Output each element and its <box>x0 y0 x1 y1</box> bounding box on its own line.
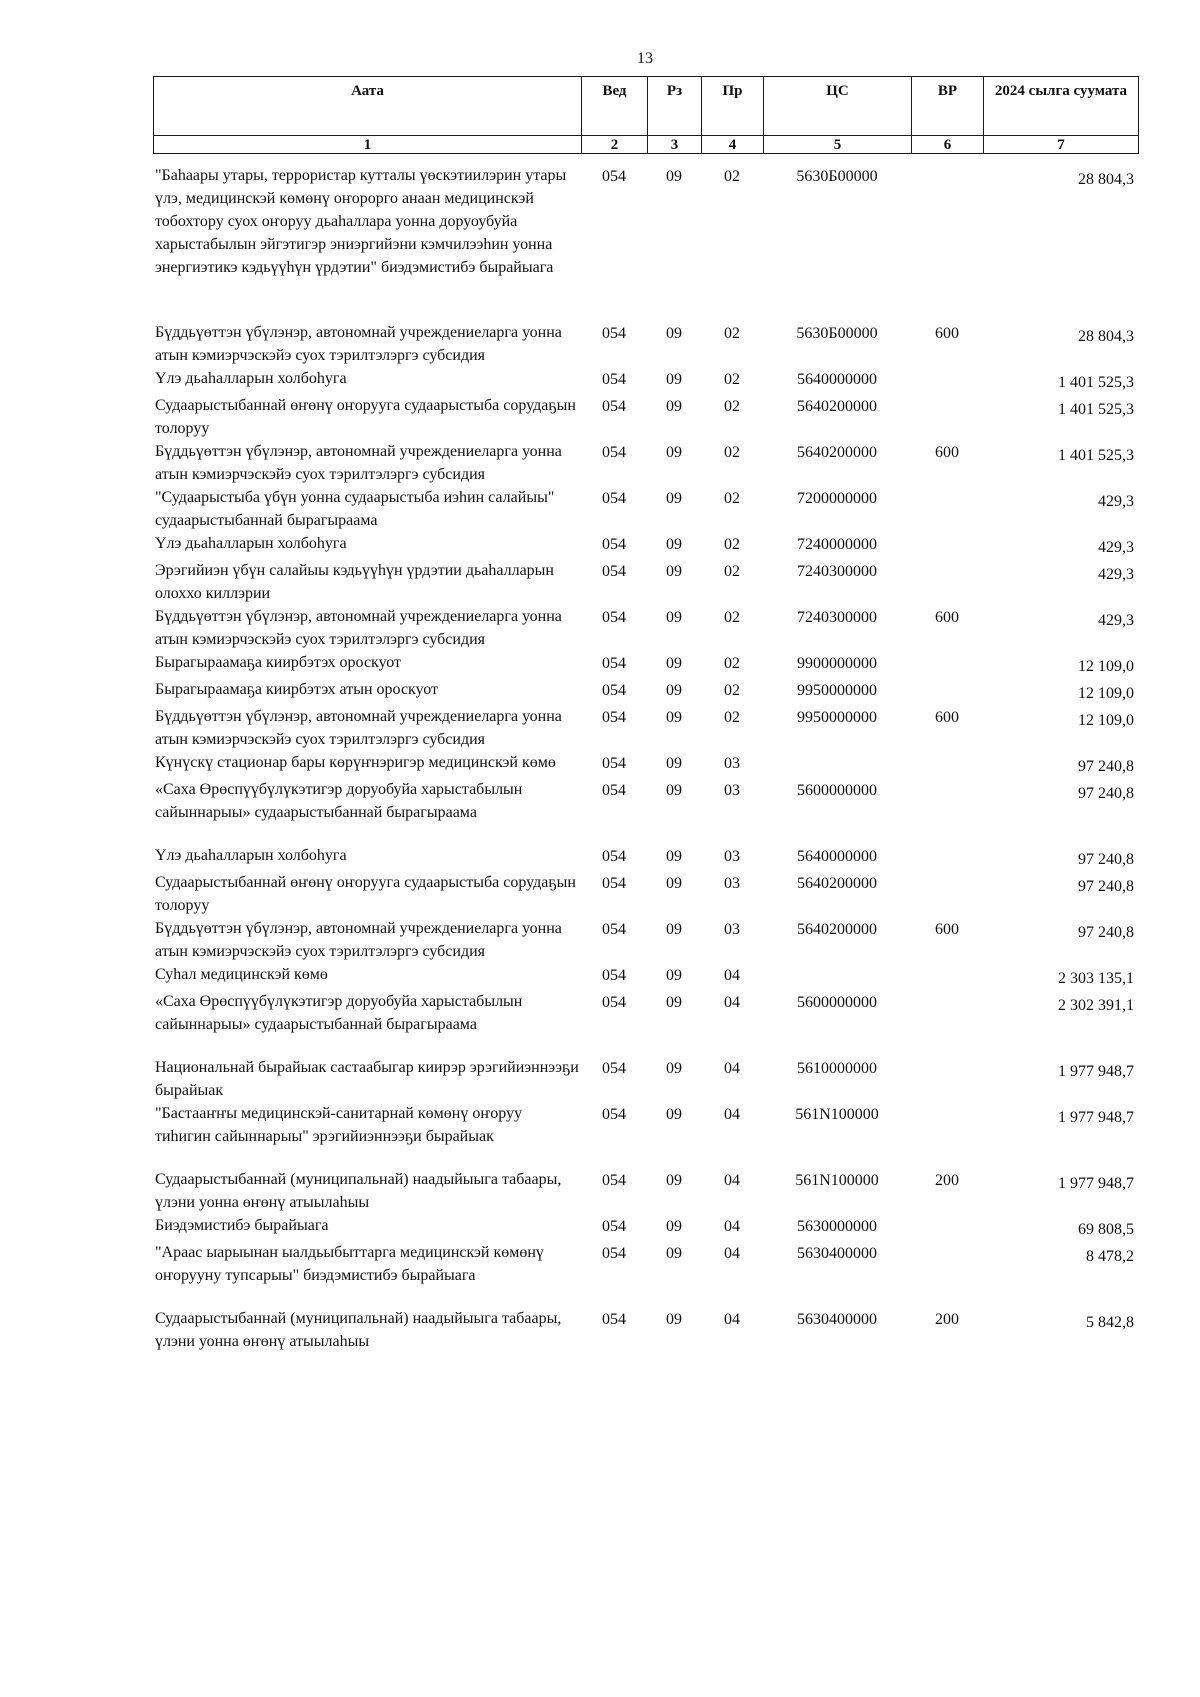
row-sum: 97 240,8 <box>1078 851 1134 868</box>
table-row <box>153 651 1138 678</box>
table-row <box>153 559 1138 605</box>
row-name: Бүддьүөттэн үбүлэнэр, автономнай учреждениеларга уонна атын кэмиэрчэскэйэ суох тэрилтэлэргэ субсидия <box>155 324 562 364</box>
row-ved: 054 <box>602 1106 626 1123</box>
row-rz: 09 <box>666 1311 682 1328</box>
row-sum: 429,3 <box>1098 612 1134 629</box>
row-rz: 09 <box>666 848 682 865</box>
table-row <box>153 778 1138 824</box>
row-name: "Баһаары утары, террористар кутталы үөскэтиилэрин утары үлэ, медицинскэй көмөнү оҥорорго анаан медицинскэй тобохтору суох оҥоруу дьаһаллара уонна доруоубуйа харыстабылын эйгэтигэр эниэргийэни кэмчилээһин уонна энергиэтикэ кэдьүүһүн үрдэтии" биэдэмистибэ бырайыага <box>155 167 567 276</box>
row-pr: 02 <box>724 709 740 726</box>
row-ved: 054 <box>602 782 626 799</box>
header-num-7: 7 <box>984 136 1139 154</box>
row-name: Бүддьүөттэн үбүлэнэр, автономнай учреждениеларга уонна атын кэмиэрчэскэйэ суох тэрилтэлэргэ субсидия <box>155 608 562 648</box>
row-pr: 04 <box>724 967 740 984</box>
row-pr: 04 <box>724 1106 740 1123</box>
row-cs: 5600000000 <box>797 782 877 799</box>
table-row <box>153 440 1138 486</box>
row-vr: 200 <box>935 1172 959 1189</box>
table-row <box>153 1214 1138 1241</box>
table-row <box>153 990 1138 1036</box>
row-name: Национальнай бырайыак састаабыгар киирэр эрэгийиэннээҕи бырайыак <box>155 1059 579 1099</box>
row-rz: 09 <box>666 325 682 342</box>
row-pr: 02 <box>724 168 740 185</box>
row-rz: 09 <box>666 921 682 938</box>
row-cs: 9950000000 <box>797 709 877 726</box>
row-cs: 5630000000 <box>797 1218 877 1235</box>
row-sum: 28 804,3 <box>1078 171 1134 188</box>
row-vr <box>911 871 983 872</box>
row-ved: 054 <box>602 609 626 626</box>
row-sum: 97 240,8 <box>1078 785 1134 802</box>
row-rz: 09 <box>666 444 682 461</box>
row-rz: 09 <box>666 398 682 415</box>
row-ved: 054 <box>602 536 626 553</box>
row-ved: 054 <box>602 398 626 415</box>
row-vr <box>911 778 983 779</box>
table-row <box>153 871 1138 917</box>
row-vr <box>911 678 983 679</box>
row-name: "Судаарыстыба үбүн уонна судаарыстыба иэһин салайыы" судаарыстыбаннай бырагыраама <box>155 489 555 529</box>
row-pr: 03 <box>724 848 740 865</box>
row-pr: 03 <box>724 782 740 799</box>
row-cs: 5640000000 <box>797 848 877 865</box>
row-name: Бырагыраамаҕа киирбэтэх атын ороскуот <box>155 681 438 698</box>
row-vr <box>911 367 983 368</box>
row-name: Биэдэмистибэ бырайыага <box>155 1217 329 1234</box>
row-name: Бырагыраамаҕа киирбэтэх ороскуот <box>155 654 401 671</box>
row-ved: 054 <box>602 1218 626 1235</box>
row-pr: 03 <box>724 875 740 892</box>
row-cs <box>763 751 911 752</box>
row-sum: 12 109,0 <box>1078 685 1134 702</box>
row-cs: 7240300000 <box>797 563 877 580</box>
row-vr <box>911 394 983 395</box>
row-cs: 7240000000 <box>797 536 877 553</box>
row-cs: 5640200000 <box>797 875 877 892</box>
row-ved: 054 <box>602 709 626 726</box>
row-vr: 600 <box>935 325 959 342</box>
row-rz: 09 <box>666 563 682 580</box>
row-pr: 04 <box>724 1311 740 1328</box>
header-rz: Рз <box>648 77 702 136</box>
row-pr: 04 <box>724 1218 740 1235</box>
row-pr: 02 <box>724 398 740 415</box>
row-ved: 054 <box>602 875 626 892</box>
row-rz: 09 <box>666 609 682 626</box>
row-vr <box>911 990 983 991</box>
row-vr <box>911 1241 983 1242</box>
row-ved: 054 <box>602 1311 626 1328</box>
row-cs: 5630400000 <box>797 1245 877 1262</box>
row-pr: 04 <box>724 1245 740 1262</box>
row-sum: 2 303 135,1 <box>1058 970 1134 987</box>
row-vr: 600 <box>935 709 959 726</box>
row-cs: 561N100000 <box>795 1172 879 1189</box>
row-sum: 97 240,8 <box>1078 758 1134 775</box>
row-ved: 054 <box>602 655 626 672</box>
row-cs: 5640200000 <box>797 398 877 415</box>
row-vr <box>911 164 983 165</box>
row-sum: 1 977 948,7 <box>1058 1063 1134 1080</box>
table-row <box>153 321 1138 367</box>
row-cs: 5610000000 <box>797 1060 877 1077</box>
row-rz: 09 <box>666 371 682 388</box>
row-pr: 02 <box>724 444 740 461</box>
row-sum: 97 240,8 <box>1078 924 1134 941</box>
row-ved: 054 <box>602 168 626 185</box>
table-row <box>153 1168 1138 1214</box>
row-name: Үлэ дьаһалларын холбоһуга <box>155 535 347 552</box>
table-row <box>153 605 1138 651</box>
row-name: Күнүскү стационар бары көрүҥнэригэр медицинскэй көмө <box>155 754 556 771</box>
row-pr: 03 <box>724 755 740 772</box>
row-vr <box>911 844 983 845</box>
row-sum: 2 302 391,1 <box>1058 997 1134 1014</box>
row-ved: 054 <box>602 371 626 388</box>
table-body <box>153 164 1138 1353</box>
row-name: Бүддьүөттэн үбүлэнэр, автономнай учреждениеларга уонна атын кэмиэрчэскэйэ суох тэрилтэлэргэ субсидия <box>155 920 562 960</box>
table-row <box>153 532 1138 559</box>
row-sum: 12 109,0 <box>1078 712 1134 729</box>
row-rz: 09 <box>666 709 682 726</box>
table-row <box>153 678 1138 705</box>
row-cs: 5640000000 <box>797 371 877 388</box>
row-rz: 09 <box>666 994 682 1011</box>
header-name: Аата <box>154 77 582 136</box>
row-vr <box>911 559 983 560</box>
header-ved: Вед <box>582 77 648 136</box>
row-cs: 5630400000 <box>797 1311 877 1328</box>
row-sum: 1 401 525,3 <box>1058 447 1134 464</box>
table-row <box>153 1102 1138 1148</box>
row-vr <box>911 1102 983 1103</box>
row-vr <box>911 651 983 652</box>
row-ved: 054 <box>602 1060 626 1077</box>
row-ved: 054 <box>602 325 626 342</box>
row-cs: 9900000000 <box>797 655 877 672</box>
row-name: «Саха Өрөспүүбүлүкэтигэр доруобуйа харыстабылын сайыннарыы» судаарыстыбаннай бырагыраама <box>155 781 523 821</box>
row-name: Суһал медицинскэй көмө <box>155 966 328 983</box>
row-ved: 054 <box>602 1245 626 1262</box>
row-ved: 054 <box>602 967 626 984</box>
row-name: Үлэ дьаһалларын холбоһуга <box>155 370 347 387</box>
row-cs: 5640200000 <box>797 921 877 938</box>
row-vr <box>911 1214 983 1215</box>
row-ved: 054 <box>602 1172 626 1189</box>
row-ved: 054 <box>602 444 626 461</box>
header-num-3: 3 <box>648 136 702 154</box>
row-name: "Араас ыарыынан ыалдьыбыттарга медицинскэй көмөнү оҥорууну тупсарыы" биэдэмистибэ бырайыага <box>155 1244 544 1284</box>
row-rz: 09 <box>666 967 682 984</box>
row-vr <box>911 486 983 487</box>
header-sum: 2024 сылга суумата <box>984 77 1139 136</box>
row-rz: 09 <box>666 1172 682 1189</box>
row-rz: 09 <box>666 682 682 699</box>
row-rz: 09 <box>666 536 682 553</box>
row-pr: 02 <box>724 371 740 388</box>
row-name: «Саха Өрөспүүбүлүкэтигэр доруобуйа харыстабылын сайыннарыы» судаарыстыбаннай бырагыраама <box>155 993 523 1033</box>
row-vr: 200 <box>935 1311 959 1328</box>
header-pr: Пр <box>702 77 764 136</box>
table-row <box>153 367 1138 394</box>
row-cs: 5600000000 <box>797 994 877 1011</box>
row-vr <box>911 751 983 752</box>
row-rz: 09 <box>666 168 682 185</box>
row-pr: 02 <box>724 325 740 342</box>
row-pr: 04 <box>724 1172 740 1189</box>
table-row <box>153 1307 1138 1353</box>
row-name: Эрэгийиэн үбүн салайыы кэдьүүһүн үрдэтии дьаһалларын олоххо киллэрии <box>155 562 554 602</box>
table-row <box>153 164 1138 279</box>
row-rz: 09 <box>666 1060 682 1077</box>
row-pr: 02 <box>724 536 740 553</box>
row-sum: 5 842,8 <box>1086 1314 1134 1331</box>
table-row <box>153 1056 1138 1102</box>
row-cs: 561N100000 <box>795 1106 879 1123</box>
row-sum: 1 401 525,3 <box>1058 374 1134 391</box>
table-row <box>153 963 1138 990</box>
row-cs: 9950000000 <box>797 682 877 699</box>
table-row <box>153 751 1138 778</box>
row-vr <box>911 532 983 533</box>
row-sum: 429,3 <box>1098 566 1134 583</box>
row-sum: 429,3 <box>1098 493 1134 510</box>
row-ved: 054 <box>602 682 626 699</box>
row-sum: 28 804,3 <box>1078 328 1134 345</box>
row-rz: 09 <box>666 782 682 799</box>
row-name: Судаарыстыбаннай (муниципальнай) наадыйыыга табаары, үлэни уонна өҥөнү атыылаһыы <box>155 1310 562 1350</box>
row-sum: 429,3 <box>1098 539 1134 556</box>
row-name: Судаарыстыбаннай өҥөнү оҥорууга судаарыстыба сорудаҕын толоруу <box>155 874 576 914</box>
table-row <box>153 1241 1138 1287</box>
row-ved: 054 <box>602 848 626 865</box>
header-cs: ЦС <box>764 77 912 136</box>
row-sum: 1 401 525,3 <box>1058 401 1134 418</box>
table-row <box>153 486 1138 532</box>
row-ved: 054 <box>602 490 626 507</box>
row-pr: 02 <box>724 682 740 699</box>
row-rz: 09 <box>666 490 682 507</box>
table-row <box>153 844 1138 871</box>
row-name: Бүддьүөттэн үбүлэнэр, автономнай учреждениеларга уонна атын кэмиэрчэскэйэ суох тэрилтэлэргэ субсидия <box>155 708 562 748</box>
row-name: Үлэ дьаһалларын холбоһуга <box>155 847 347 864</box>
row-cs <box>763 963 911 964</box>
row-ved: 054 <box>602 921 626 938</box>
row-ved: 054 <box>602 994 626 1011</box>
row-sum: 12 109,0 <box>1078 658 1134 675</box>
table-row <box>153 705 1138 751</box>
row-pr: 02 <box>724 490 740 507</box>
row-sum: 8 478,2 <box>1086 1248 1134 1265</box>
row-name: Бүддьүөттэн үбүлэнэр, автономнай учреждениеларга уонна атын кэмиэрчэскэйэ суох тэрилтэлэргэ субсидия <box>155 443 562 483</box>
row-pr: 02 <box>724 609 740 626</box>
row-vr <box>911 963 983 964</box>
row-cs: 5630Б00000 <box>796 325 878 342</box>
row-pr: 03 <box>724 921 740 938</box>
row-pr: 04 <box>724 1060 740 1077</box>
row-rz: 09 <box>666 655 682 672</box>
row-name: "Бастааҥҥы медицинскэй-санитарнай көмөнү оҥоруу тиһигин сайыннарыы" эрэгийиэннээҕи бырайыак <box>155 1105 523 1145</box>
row-cs: 7240300000 <box>797 609 877 626</box>
row-rz: 09 <box>666 875 682 892</box>
header-num-5: 5 <box>764 136 912 154</box>
header-num-1: 1 <box>154 136 582 154</box>
header-num-2: 2 <box>582 136 648 154</box>
table-row <box>153 917 1138 963</box>
row-vr: 600 <box>935 444 959 461</box>
row-rz: 09 <box>666 1218 682 1235</box>
row-vr: 600 <box>935 921 959 938</box>
row-rz: 09 <box>666 755 682 772</box>
row-ved: 054 <box>602 755 626 772</box>
row-sum: 97 240,8 <box>1078 878 1134 895</box>
header-num-4: 4 <box>702 136 764 154</box>
header-num-6: 6 <box>912 136 984 154</box>
row-pr: 04 <box>724 994 740 1011</box>
table-header <box>153 76 1139 154</box>
header-vr: ВР <box>912 77 984 136</box>
row-name: Судаарыстыбаннай (муниципальнай) наадыйыыга табаары, үлэни уонна өҥөнү атыылаһыы <box>155 1171 562 1211</box>
row-sum: 1 977 948,7 <box>1058 1109 1134 1126</box>
row-name: Судаарыстыбаннай өҥөнү оҥорууга судаарыстыба сорудаҕын толоруу <box>155 397 576 437</box>
row-vr <box>911 1056 983 1057</box>
row-pr: 02 <box>724 655 740 672</box>
table-row <box>153 394 1138 440</box>
row-vr: 600 <box>935 609 959 626</box>
row-cs: 5640200000 <box>797 444 877 461</box>
row-cs: 7200000000 <box>797 490 877 507</box>
row-sum: 69 808,5 <box>1078 1221 1134 1238</box>
row-cs: 5630Б00000 <box>796 168 878 185</box>
row-pr: 02 <box>724 563 740 580</box>
row-rz: 09 <box>666 1245 682 1262</box>
row-sum: 1 977 948,7 <box>1058 1175 1134 1192</box>
page-number: 13 <box>637 50 653 67</box>
row-rz: 09 <box>666 1106 682 1123</box>
row-ved: 054 <box>602 563 626 580</box>
